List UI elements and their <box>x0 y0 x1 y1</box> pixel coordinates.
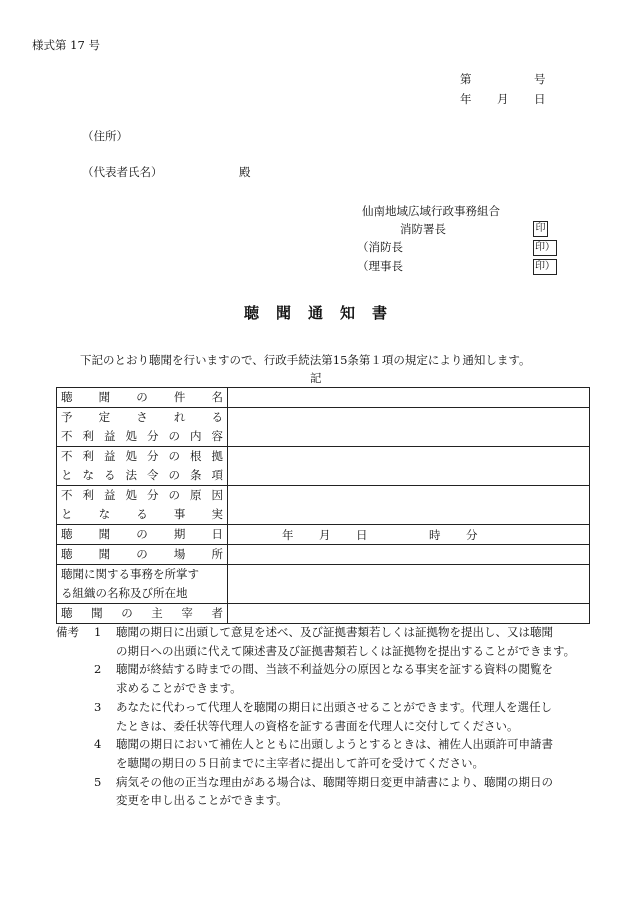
label-char: 聴 <box>61 606 73 620</box>
label-char: と <box>61 507 73 521</box>
date-minute-unit: 分 <box>466 528 478 542</box>
label-char: 定 <box>98 410 111 424</box>
note-text: 聴聞の期日において補佐人とともに出頭しようとするときは、補佐人出頭許可申請書 <box>116 737 553 752</box>
note-item <box>56 660 601 679</box>
value-organization <box>228 565 590 604</box>
doc-number-prefix: 第 <box>460 72 472 86</box>
row-label-cause-facts <box>57 486 228 525</box>
date-day-unit: 日 <box>356 528 368 542</box>
label-char: 利 <box>82 449 94 463</box>
label-line: る組織の名称及び所在地 <box>61 586 188 600</box>
label-char: 日 <box>211 527 223 541</box>
label-char: 益 <box>104 449 116 463</box>
row-label-planned-disposition <box>57 408 228 447</box>
label-char: 事 <box>173 507 186 521</box>
table-row <box>57 447 590 486</box>
note-item <box>56 623 601 642</box>
document-title: 聴 聞 通 知 書 <box>244 304 389 322</box>
row-label-hearing-place <box>57 545 228 565</box>
notes-section <box>56 623 601 810</box>
value-hearing-date <box>228 525 590 545</box>
label-char: の <box>136 527 148 541</box>
note-number: 2 <box>94 662 102 677</box>
value-legal-basis <box>228 447 590 486</box>
label-char: る <box>211 410 223 424</box>
value-hearing-place <box>228 545 590 565</box>
hearing-details-table <box>56 387 590 624</box>
table-row <box>57 486 590 525</box>
label-char: 分 <box>147 429 159 443</box>
table-row <box>57 545 590 565</box>
note-item <box>56 735 601 754</box>
label-char: の <box>136 547 148 561</box>
note-text: 聴聞の期日に出頭して意見を述べ、及び証拠書類若しくは証拠物を提出し、又は聴聞 <box>116 625 553 639</box>
row-label-case-name <box>57 388 228 408</box>
label-char: 利 <box>82 429 94 443</box>
label-char: な <box>82 468 94 482</box>
label-char: の <box>168 468 180 482</box>
label-char: の <box>168 429 180 443</box>
label-char: 実 <box>211 507 223 521</box>
sender-organization: 仙南地域広域行政事務組合 <box>362 204 500 218</box>
date-month: 月 <box>497 92 509 106</box>
label-line: 聴聞に関する事務を所掌す <box>61 567 199 581</box>
date-year: 年 <box>460 92 472 106</box>
intro-text: 下記のとおり聴聞を行いますので、行政手続法第15条第１項の規定により通知します。 <box>80 353 531 367</box>
row-label-hearing-date <box>57 525 228 545</box>
label-char: の <box>168 488 180 502</box>
date-day: 日 <box>534 92 546 106</box>
note-continuation: を聴聞の期日の５日前までに主宰者に提出して許可を受けてください。 <box>116 755 484 770</box>
label-char: 聞 <box>91 606 103 620</box>
sender-title-chairman: （理事長 <box>357 259 403 273</box>
note-text: 聴聞が終結する時までの間、当該不利益処分の原因となる事実を証する資料の閲覧を <box>116 662 553 677</box>
label-char: 法 <box>125 468 137 482</box>
sender-title-fire-chief: 消防署長 <box>400 222 446 236</box>
label-char: さ <box>136 410 148 424</box>
date-year-unit: 年 <box>282 528 294 542</box>
label-char: 利 <box>82 488 94 502</box>
value-cause-facts <box>228 486 590 525</box>
seal-stamp: 印） <box>533 239 557 256</box>
label-char: 処 <box>125 488 137 502</box>
doc-number-suffix: 号 <box>534 72 546 86</box>
note-number: 1 <box>94 625 102 639</box>
label-char: 益 <box>104 429 116 443</box>
label-char: 所 <box>211 547 223 561</box>
label-char: 令 <box>147 468 159 482</box>
address-label: （住所） <box>82 129 128 143</box>
label-char: 根 <box>190 449 202 463</box>
label-char: 処 <box>125 429 137 443</box>
label-char: 場 <box>173 547 186 561</box>
row-label-presiding-officer <box>57 604 228 624</box>
label-char: れ <box>173 410 186 424</box>
row-label-organization <box>57 565 228 604</box>
label-char: 項 <box>211 468 223 482</box>
label-char: 予 <box>61 410 73 424</box>
honorific: 殿 <box>239 165 251 179</box>
label-char: 聞 <box>98 390 111 404</box>
label-char: 分 <box>147 449 159 463</box>
note-continuation: の期日への出頭に代えて陳述書及び証拠書類若しくは証拠物を提出することができます。 <box>116 643 576 658</box>
label-char: の <box>121 606 133 620</box>
seal-stamp: 印 <box>533 221 548 237</box>
note-continuation: たときは、委任状等代理人の資格を証する書面を代理人に交付してください。 <box>116 718 519 733</box>
label-char: る <box>136 507 148 521</box>
note-text: あなたに代わって代理人を聴聞の期日に出頭させることができます。代理人を選任し <box>116 699 552 714</box>
table-row <box>57 565 590 604</box>
form-number: 様式第 17 号 <box>32 38 100 52</box>
ki-mark: 記 <box>310 371 322 385</box>
label-char: 拠 <box>211 449 223 463</box>
label-char: 不 <box>61 449 73 463</box>
note-number: 3 <box>94 699 102 714</box>
label-char: 益 <box>104 488 116 502</box>
note-continuation: 求めることができます。 <box>116 681 242 696</box>
label-char: と <box>61 468 73 482</box>
label-char: 分 <box>147 488 159 502</box>
table-row <box>57 388 590 408</box>
value-case-name <box>228 388 590 408</box>
label-char: の <box>168 449 180 463</box>
date-month-unit: 月 <box>319 528 331 542</box>
date-hour-unit: 時 <box>429 528 441 542</box>
label-char: 聞 <box>98 527 111 541</box>
note-item <box>56 698 601 717</box>
note-number: 5 <box>94 774 102 789</box>
representative-label: （代表者氏名） <box>82 165 163 179</box>
note-item <box>56 773 601 792</box>
row-label-legal-basis <box>57 447 228 486</box>
seal-stamp: 印） <box>533 258 557 275</box>
label-char: 因 <box>211 488 223 502</box>
label-char: 容 <box>211 429 223 443</box>
label-char: 件 <box>173 390 186 404</box>
label-char: 聴 <box>61 547 73 561</box>
note-continuation: 変更を申し出ることができます。 <box>116 793 288 808</box>
value-presiding-officer <box>228 604 590 624</box>
label-char: 宰 <box>181 606 193 620</box>
value-planned-disposition <box>228 408 590 447</box>
label-char: 期 <box>173 527 186 541</box>
sender-title-fire-head: （消防長 <box>357 240 403 254</box>
label-char: 者 <box>211 606 223 620</box>
label-char: 名 <box>211 390 223 404</box>
label-char: 不 <box>61 488 73 502</box>
label-char: 条 <box>190 468 202 482</box>
table-row <box>57 408 590 447</box>
label-char: 聞 <box>98 547 111 561</box>
label-char: の <box>136 390 148 404</box>
label-char: 内 <box>190 429 202 443</box>
table-row <box>57 604 590 624</box>
label-char: 聴 <box>61 527 73 541</box>
notes-heading: 備考 <box>56 625 79 639</box>
label-char: 不 <box>61 429 73 443</box>
note-text: 病気その他の正当な理由がある場合は、聴聞等期日変更申請書により、聴聞の期日の <box>116 774 553 789</box>
table-row <box>57 525 590 545</box>
label-char: な <box>98 507 111 521</box>
label-char: 主 <box>151 606 163 620</box>
label-char: る <box>104 468 116 482</box>
note-number: 4 <box>94 737 102 752</box>
label-char: 聴 <box>61 390 73 404</box>
label-char: 処 <box>125 449 137 463</box>
label-char: 原 <box>190 488 202 502</box>
